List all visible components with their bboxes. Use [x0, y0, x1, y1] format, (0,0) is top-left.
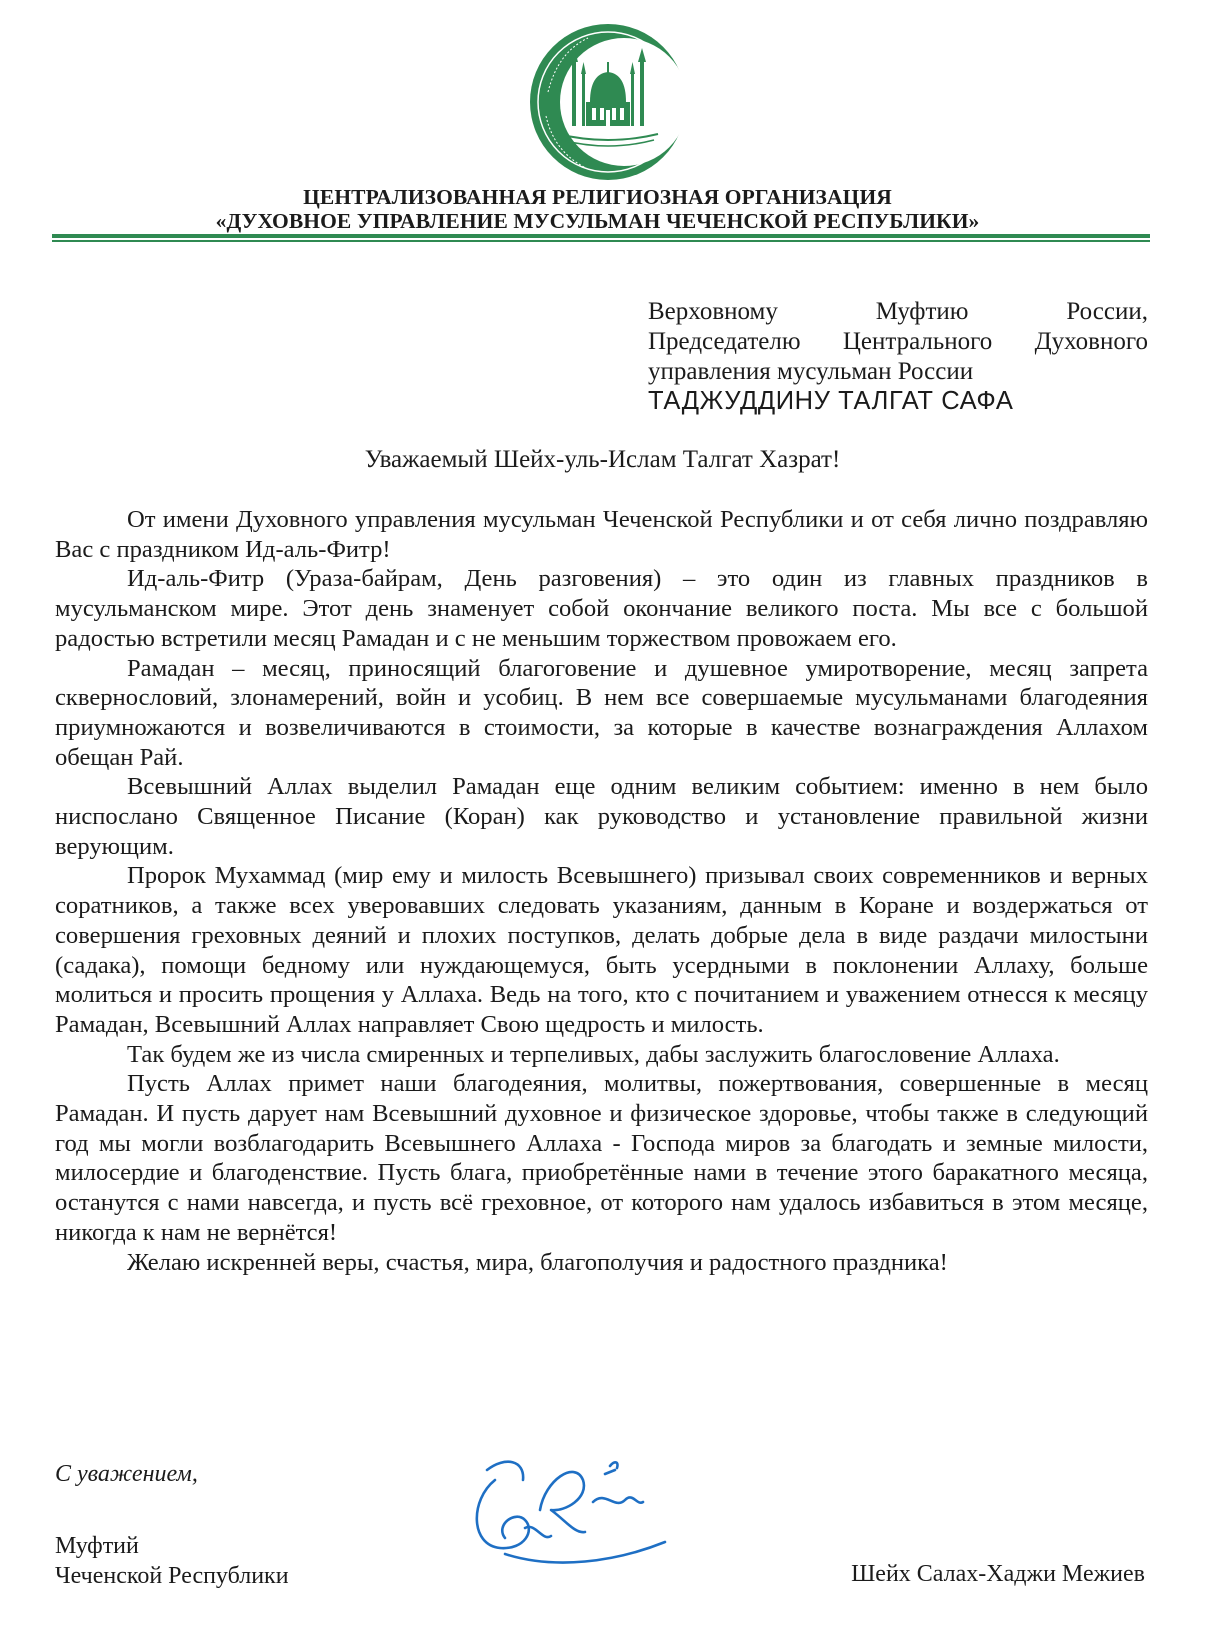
- letter-body: [55, 505, 1148, 1277]
- signer-title-line2: Чеченской Республики: [55, 1563, 289, 1589]
- signer-title: [55, 1531, 289, 1591]
- signature-icon: [465, 1450, 675, 1568]
- organization-name-line1: ЦЕНТРАЛИЗОВАННАЯ РЕЛИГИОЗНАЯ ОРГАНИЗАЦИЯ: [303, 185, 892, 209]
- paragraph: Пророк Мухаммад (мир ему и милость Всевышнего) призывал своих современников и верных соратников, а также всех уверовавших следовать указаниям, данным в Коране и воздержаться от совершения греховных деяний и плохих поступков, делать добрые дела в виде раздачи милостыни (садака), помощи бедному или нуждающемуся, быть усердными в поклонении Аллаху, больше молиться и просить прощения у Аллаха. Ведь на того, кто с почитанием и уважением отнесся к месяцу Рамадан, Всевышний Аллах направляет Свою щедрость и милость.: [55, 862, 1148, 1038]
- signer-name: Шейх Салах-Хаджи Межиев: [851, 1561, 1145, 1587]
- header-rule-thick: [52, 234, 1150, 238]
- paragraph: Рамадан – месяц, приносящий благоговение и душевное умиротворение, месяц запрета сквернословий, злонамерений, войн и усобиц. В нем все совершаемые мусульманами благодеяния приумножаются и возвеличиваются в стоимости, за которые в качестве вознаграждения Аллахом обещан Рай.: [55, 654, 1148, 771]
- signer-title-line1: Муфтий: [55, 1533, 139, 1559]
- organization-name-line2: «ДУХОВНОЕ УПРАВЛЕНИЕ МУСУЛЬМАН ЧЕЧЕНСКОЙ РЕСПУБЛИКИ»: [215, 209, 980, 233]
- addressee-line3: управления мусульман России: [648, 358, 974, 385]
- paragraph: Всевышний Аллах выделил Рамадан еще одним великим событием: именно в нем было ниспослано Священное Писание (Коран) как руководство и установление правильной жизни верующим.: [55, 773, 1148, 860]
- mosque-emblem-icon: [528, 22, 688, 182]
- paragraph: Так будем же из числа смиренных и терпеливых, дабы заслужить благословение Аллаха.: [127, 1040, 1060, 1068]
- closing-regards: С уважением,: [55, 1461, 198, 1487]
- header-rule-thin: [52, 240, 1150, 242]
- paragraph: Ид-аль-Фитр (Ураза-байрам, День разговения) – это один из главных праздников в мусульманском мире. Этот день знаменует собой окончание великого поста. Мы все с большой радостью встретили месяц Рамадан и с не меньшим торжеством провожаем его.: [55, 565, 1148, 652]
- salutation: Уважаемый Шейх-уль-Ислам Талгат Хазрат!: [364, 446, 841, 473]
- addressee-line1: Верховному Муфтию России,: [648, 298, 1148, 325]
- paragraph: Желаю искренней веры, счастья, мира, благополучия и радостного праздника!: [127, 1248, 948, 1276]
- addressee-name: ТАДЖУДДИНУ ТАЛГАТ САФА: [648, 387, 1014, 415]
- addressee-line2: Председателю Центрального Духовного: [648, 328, 1148, 355]
- paragraph: От имени Духовного управления мусульман Чеченской Республики и от себя лично поздравляю Вас с праздником Ид-аль-Фитр!: [55, 506, 1148, 563]
- paragraph: Пусть Аллах примет наши благодеяния, молитвы, пожертвования, совершенные в месяц Рамадан. И пусть дарует нам Всевышний духовное и физическое здоровье, чтобы также в следующий год мы могли возблагодарить Всевышнего Аллаха - Господа миров за благодать и земные милости, милосердие и благоденствие. Пусть блага, приобретённые нами в течение этого баракатного месяца, останутся с нами навсегда, и пусть всё греховное, от которого нам удалось избавиться в этом месяце, никогда к нам не вернётся!: [55, 1070, 1148, 1246]
